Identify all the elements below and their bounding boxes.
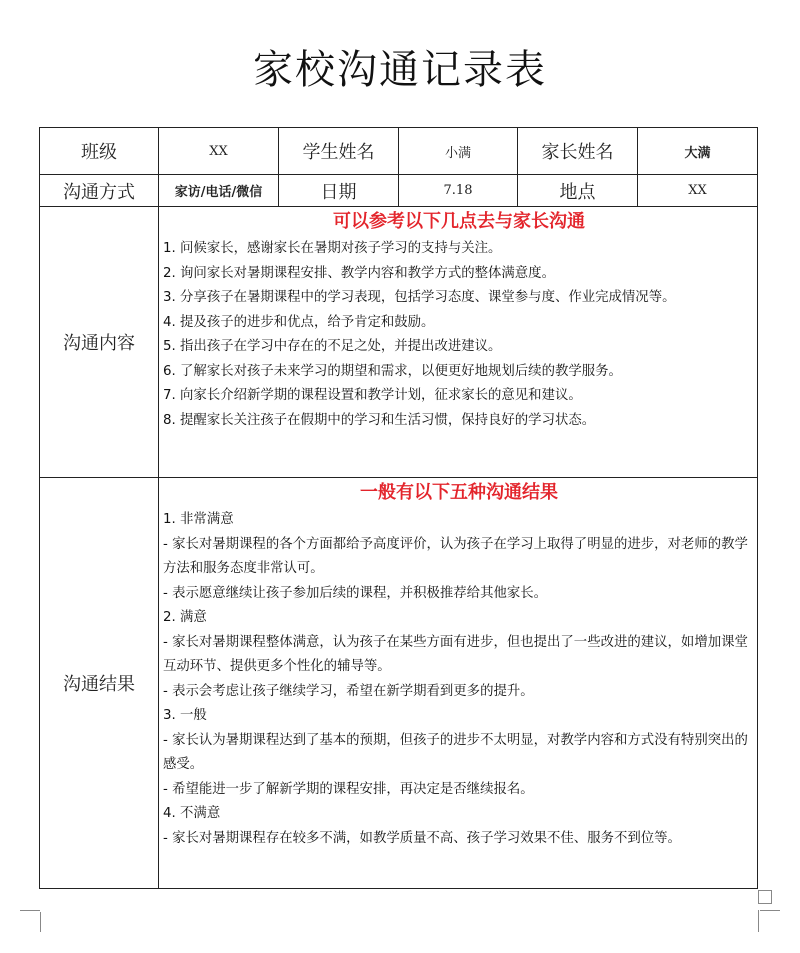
crop-mark-right [760, 910, 780, 911]
list-item: - 表示愿意继续让孩子参加后续的课程，并积极推荐给其他家长。 [163, 585, 548, 601]
list-item: 7. 向家长介绍新学期的课程设置和教学计划，征求家长的意见和建议。 [163, 388, 582, 403]
parent-name-label: 家长姓名 [518, 128, 638, 175]
result-cell [159, 478, 758, 889]
content-row [40, 207, 758, 478]
list-item: - 家长对暑期课程的各个方面都给予高度评价，认为孩子在学习上取得了明显的进步，对老师的教学方法和服务态度非常认可。 [163, 536, 748, 576]
list-item: 8. 提醒家长关注孩子在假期中的学习和生活习惯，保持良好的学习状态。 [163, 412, 596, 428]
list-item: - 家长认为暑期课程达到了基本的预期，但孩子的进步不太明显，对教学内容和方式没有特别突出的感受。 [163, 732, 748, 772]
list-item: 1. 非常满意 [163, 512, 234, 527]
date-value: 7.18 [399, 175, 518, 207]
table-resize-handle[interactable] [758, 890, 772, 904]
list-item: - 表示会考虑让孩子继续学习，希望在新学期看到更多的提升。 [163, 683, 534, 699]
date-label: 日期 [279, 175, 399, 207]
class-value: XX [159, 128, 279, 175]
list-item: - 家长对暑期课程整体满意，认为孩子在某些方面有进步，但也提出了一些改进的建议，如增加课堂互动环节、提供更多个性化的辅导等。 [163, 634, 748, 674]
list-item: 3. 分享孩子在暑期课程中的学习表现，包括学习态度、课堂参与度、作业完成情况等。 [163, 290, 676, 305]
result-heading: 一般有以下五种沟通结果 [360, 482, 558, 503]
list-item: 3. 一般 [163, 708, 207, 723]
content-label: 沟通内容 [40, 207, 159, 478]
crop-mark-left-vertical [20, 912, 41, 932]
list-item: 4. 提及孩子的进步和优点，给予肯定和鼓励。 [163, 314, 435, 330]
list-item: 6. 了解家长对孩子未来学习的期望和需求，以便更好地规划后续的教学服务。 [163, 363, 622, 379]
list-item: - 家长对暑期课程存在较多不满，如教学质量不高、孩子学习效果不佳、服务不到位等。 [163, 830, 681, 846]
student-name-label: 学生姓名 [279, 128, 399, 175]
class-label: 班级 [40, 128, 159, 175]
crop-mark-left [20, 910, 40, 911]
location-value: XX [638, 175, 758, 207]
header-row-2 [40, 175, 758, 207]
document-title: 家校沟通记录表 [253, 47, 547, 93]
location-label: 地点 [518, 175, 638, 207]
parent-name-value: 大满 [638, 128, 758, 175]
record-table [39, 127, 758, 889]
list-item: 5. 指出孩子在学习中存在的不足之处，并提出改进建议。 [163, 339, 502, 354]
header-row-1 [40, 128, 758, 175]
crop-mark-right-vertical [758, 910, 759, 932]
list-item: - 希望能进一步了解新学期的课程安排，再决定是否继续报名。 [163, 781, 534, 797]
list-item: 2. 询问家长对暑期课程安排、教学内容和教学方式的整体满意度。 [163, 265, 555, 281]
content-heading: 可以参考以下几点去与家长沟通 [333, 211, 585, 232]
list-item: 4. 不满意 [163, 806, 221, 821]
method-value: 家访/电话/微信 [159, 175, 279, 207]
student-name-value: 小满 [399, 128, 518, 175]
content-cell [159, 207, 758, 478]
result-label: 沟通结果 [40, 478, 159, 889]
method-label: 沟通方式 [40, 175, 159, 207]
list-item: 2. 满意 [163, 610, 207, 625]
result-row [40, 478, 758, 889]
list-item: 1. 问候家长，感谢家长在暑期对孩子学习的支持与关注。 [163, 241, 502, 256]
